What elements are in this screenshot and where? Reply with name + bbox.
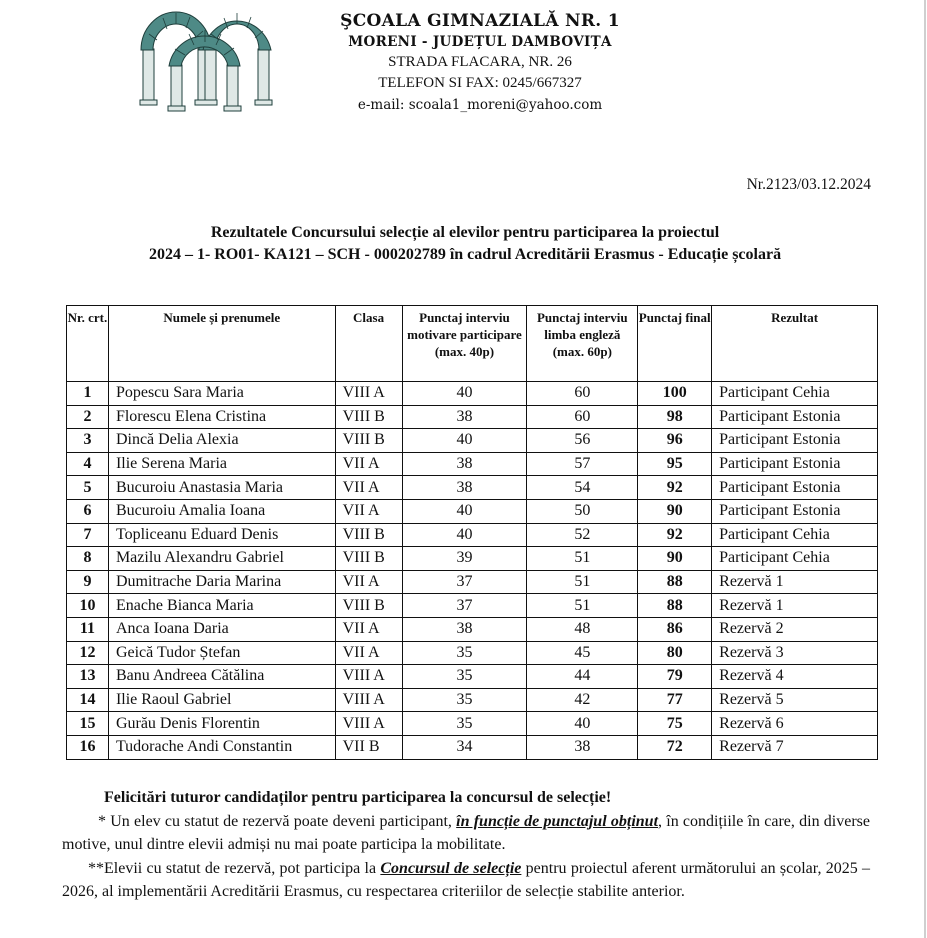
note1-text-end: , în condițiile în care, din diverse motive, unul dintre elevii admiși nu mai poate participa la mobilitate. — [62, 812, 870, 853]
table-row — [67, 382, 878, 406]
table-row — [67, 735, 878, 759]
cell-motivation: 38 — [402, 405, 527, 429]
school-logo — [135, 4, 285, 114]
footer-notes — [62, 786, 870, 904]
cell-result: Participant Estonia — [712, 429, 878, 453]
cell-english: 50 — [527, 499, 638, 523]
table-row — [67, 547, 878, 571]
cell-english: 52 — [527, 523, 638, 547]
cell-motivation: 35 — [402, 665, 527, 689]
cell-result: Participant Cehia — [712, 523, 878, 547]
cell-class: VIII B — [335, 405, 402, 429]
table-row — [67, 641, 878, 665]
cell-class: VIII A — [335, 688, 402, 712]
cell-final: 90 — [638, 499, 712, 523]
cell-final: 92 — [638, 476, 712, 500]
cell-english: 38 — [527, 735, 638, 759]
cell-final: 75 — [638, 712, 712, 736]
cell-nr: 13 — [67, 665, 109, 689]
cell-nr: 10 — [67, 594, 109, 618]
cell-result: Participant Estonia — [712, 499, 878, 523]
school-phone: TELEFON SI FAX: 0245/667327 — [378, 75, 582, 91]
cell-class: VIII A — [335, 712, 402, 736]
cell-motivation: 38 — [402, 476, 527, 500]
table-row — [67, 712, 878, 736]
cell-result: Rezervă 1 — [712, 570, 878, 594]
table-header-row — [67, 306, 878, 382]
cell-english: 54 — [527, 476, 638, 500]
cell-nr: 8 — [67, 547, 109, 571]
cell-nr: 2 — [67, 405, 109, 429]
table-row — [67, 476, 878, 500]
letterhead — [290, 10, 670, 116]
title-line-2: 2024 – 1- RO01- KA121 – SCH - 000202789 în cadrul Acreditării Erasmus - Educație școlară — [148, 246, 782, 263]
school-address: STRADA FLACARA, NR. 26 — [388, 54, 572, 70]
cell-motivation: 40 — [402, 429, 527, 453]
cell-motivation: 38 — [402, 617, 527, 641]
congratulations-text: Felicitări tuturor candidaților pentru participarea la concursul de selecție! — [104, 789, 612, 806]
table-row — [67, 594, 878, 618]
cell-name: Dumitrache Daria Marina — [108, 570, 335, 594]
cell-class: VII B — [335, 735, 402, 759]
table-row — [67, 429, 878, 453]
cell-nr: 11 — [67, 617, 109, 641]
header-name: Numele și prenumele — [108, 306, 335, 382]
cell-name: Anca Ioana Daria — [108, 617, 335, 641]
document-title — [60, 222, 870, 266]
cell-motivation: 39 — [402, 547, 527, 571]
note-reserve-becomes-participant — [62, 810, 870, 857]
cell-class: VIII A — [335, 382, 402, 406]
note2-emphasis: Concursul de selecție — [380, 859, 522, 877]
cell-final: 88 — [638, 594, 712, 618]
cell-final: 79 — [638, 665, 712, 689]
cell-final: 88 — [638, 570, 712, 594]
cell-english: 45 — [527, 641, 638, 665]
note1-text: * Un elev cu statut de rezervă poate deveni participant, — [98, 812, 457, 830]
cell-english: 51 — [527, 547, 638, 571]
cell-class: VII A — [335, 641, 402, 665]
cell-english: 56 — [527, 429, 638, 453]
header-final: Punctaj final — [638, 306, 712, 382]
cell-name: Ilie Serena Maria — [108, 452, 335, 476]
cell-name: Banu Andreea Cătălina — [108, 665, 335, 689]
cell-final: 96 — [638, 429, 712, 453]
note2-text: **Elevii cu statut de rezervă, pot participa la — [88, 859, 381, 877]
header-result: Rezultat — [712, 306, 878, 382]
cell-class: VIII B — [335, 594, 402, 618]
cell-nr: 1 — [67, 382, 109, 406]
registration-number: Nr.2123/03.12.2024 — [746, 176, 871, 193]
cell-class: VIII B — [335, 523, 402, 547]
cell-final: 100 — [638, 382, 712, 406]
table-row — [67, 452, 878, 476]
header-class: Clasa — [335, 306, 402, 382]
cell-english: 51 — [527, 594, 638, 618]
header-motivation: Punctaj interviu motivare participare (max. 40p) — [402, 306, 527, 382]
cell-result: Rezervă 4 — [712, 665, 878, 689]
cell-nr: 6 — [67, 499, 109, 523]
header-english: Punctaj interviu limba engleză (max. 60p) — [527, 306, 638, 382]
cell-nr: 9 — [67, 570, 109, 594]
cell-english: 42 — [527, 688, 638, 712]
cell-name: Topliceanu Eduard Denis — [108, 523, 335, 547]
cell-final: 95 — [638, 452, 712, 476]
cell-final: 90 — [638, 547, 712, 571]
cell-motivation: 35 — [402, 712, 527, 736]
cell-final: 86 — [638, 617, 712, 641]
cell-result: Participant Cehia — [712, 547, 878, 571]
table-row — [67, 688, 878, 712]
cell-motivation: 40 — [402, 382, 527, 406]
cell-class: VII A — [335, 499, 402, 523]
cell-motivation: 34 — [402, 735, 527, 759]
cell-name: Gurău Denis Florentin — [108, 712, 335, 736]
cell-name: Dincă Delia Alexia — [108, 429, 335, 453]
cell-name: Popescu Sara Maria — [108, 382, 335, 406]
cell-nr: 7 — [67, 523, 109, 547]
note-reserve-next-contest — [62, 857, 870, 904]
table-row — [67, 665, 878, 689]
cell-final: 80 — [638, 641, 712, 665]
table-row — [67, 405, 878, 429]
cell-class: VII A — [335, 570, 402, 594]
cell-nr: 12 — [67, 641, 109, 665]
cell-final: 98 — [638, 405, 712, 429]
results-table — [66, 305, 878, 760]
cell-class: VIII B — [335, 547, 402, 571]
cell-result: Rezervă 5 — [712, 688, 878, 712]
table-row — [67, 617, 878, 641]
header-nr: Nr. crt. — [67, 306, 109, 382]
cell-english: 60 — [527, 382, 638, 406]
cell-nr: 16 — [67, 735, 109, 759]
cell-result: Rezervă 2 — [712, 617, 878, 641]
cell-class: VII A — [335, 617, 402, 641]
cell-class: VIII A — [335, 665, 402, 689]
table-row — [67, 523, 878, 547]
cell-final: 92 — [638, 523, 712, 547]
cell-english: 48 — [527, 617, 638, 641]
cell-class: VII A — [335, 452, 402, 476]
cell-name: Bucuroiu Anastasia Maria — [108, 476, 335, 500]
school-location: MORENI - JUDEȚUL DAMBOVIȚA — [348, 34, 612, 50]
cell-nr: 15 — [67, 712, 109, 736]
cell-name: Florescu Elena Cristina — [108, 405, 335, 429]
cell-result: Participant Estonia — [712, 405, 878, 429]
cell-motivation: 35 — [402, 688, 527, 712]
cell-name: Geică Tudor Ștefan — [108, 641, 335, 665]
cell-result: Participant Estonia — [712, 476, 878, 500]
cell-final: 77 — [638, 688, 712, 712]
school-name: ŞCOALA GIMNAZIALĂ NR. 1 — [340, 11, 620, 31]
cell-motivation: 38 — [402, 452, 527, 476]
cell-name: Ilie Raoul Gabriel — [108, 688, 335, 712]
cell-motivation: 40 — [402, 523, 527, 547]
note1-emphasis: în funcție de punctajul obținut — [456, 812, 659, 830]
cell-name: Tudorache Andi Constantin — [108, 735, 335, 759]
cell-english: 60 — [527, 405, 638, 429]
cell-final: 72 — [638, 735, 712, 759]
cell-english: 44 — [527, 665, 638, 689]
cell-class: VII A — [335, 476, 402, 500]
title-line-1: Rezultatele Concursului selecție al elevilor pentru participarea la proiectul — [210, 224, 720, 241]
cell-result: Rezervă 3 — [712, 641, 878, 665]
cell-motivation: 35 — [402, 641, 527, 665]
cell-nr: 3 — [67, 429, 109, 453]
cell-result: Participant Estonia — [712, 452, 878, 476]
arches-logo-icon — [135, 4, 285, 114]
page-edge-divider — [924, 0, 926, 938]
note2-text-end: pentru proiectul aferent următorului an școlar, 2025 – 2026, al implementării Acreditării Erasmus, cu respectarea criteriilor de selecție stabilite anterior. — [62, 859, 871, 900]
cell-motivation: 37 — [402, 594, 527, 618]
cell-name: Bucuroiu Amalia Ioana — [108, 499, 335, 523]
cell-nr: 5 — [67, 476, 109, 500]
cell-english: 51 — [527, 570, 638, 594]
cell-result: Rezervă 1 — [712, 594, 878, 618]
cell-nr: 14 — [67, 688, 109, 712]
cell-name: Mazilu Alexandru Gabriel — [108, 547, 335, 571]
cell-nr: 4 — [67, 452, 109, 476]
cell-result: Participant Cehia — [712, 382, 878, 406]
cell-result: Rezervă 7 — [712, 735, 878, 759]
table-row — [67, 570, 878, 594]
cell-result: Rezervă 6 — [712, 712, 878, 736]
school-email: e-mail: scoala1_moreni@yahoo.com — [357, 97, 603, 113]
cell-motivation: 40 — [402, 499, 527, 523]
cell-name: Enache Bianca Maria — [108, 594, 335, 618]
cell-motivation: 37 — [402, 570, 527, 594]
cell-class: VIII B — [335, 429, 402, 453]
table-row — [67, 499, 878, 523]
cell-english: 57 — [527, 452, 638, 476]
cell-english: 40 — [527, 712, 638, 736]
